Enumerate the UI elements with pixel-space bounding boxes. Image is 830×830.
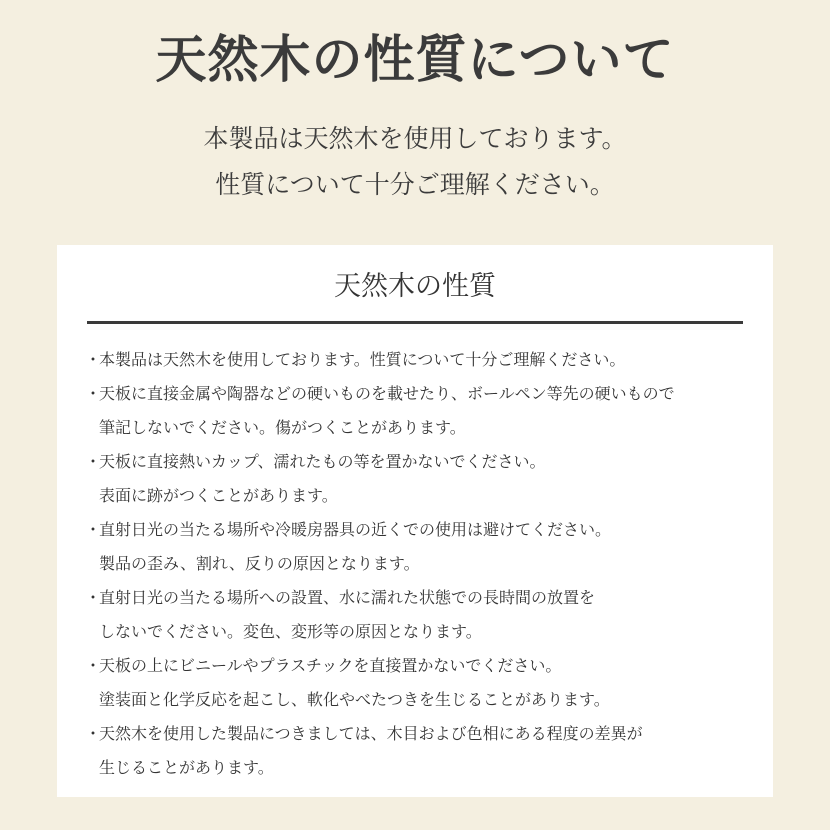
bullet-mark: ・	[85, 384, 102, 403]
bullet-mark: ・	[85, 452, 102, 471]
note-line: 製品の歪み、割れ、反りの原因となります。	[99, 554, 420, 573]
intro-line: 本製品は天然木を使用しております。	[203, 124, 627, 153]
note-item	[85, 445, 765, 513]
note-item	[85, 343, 765, 377]
note-item	[85, 649, 765, 717]
bullet-mark: ・	[85, 656, 102, 675]
note-line: 天板に直接熱いカップ、濡れたもの等を置かないでください。	[99, 452, 546, 471]
note-line: 生じることがあります。	[99, 758, 274, 777]
note-line: 天板の上にビニールやプラスチックを直接置かないでください。	[99, 656, 562, 675]
notes-list	[85, 343, 765, 785]
intro-text	[0, 116, 830, 208]
note-line: 本製品は天然木を使用しております。性質について十分ご理解ください。	[99, 350, 626, 369]
properties-card	[57, 245, 773, 797]
note-line: 塗装面と化学反応を起こし、軟化やべたつきを生じることがあります。	[99, 690, 610, 709]
bullet-mark: ・	[85, 520, 102, 539]
note-item	[85, 717, 765, 785]
note-line: 表面に跡がつくことがあります。	[99, 486, 338, 505]
bullet-mark: ・	[85, 724, 102, 743]
card-title: 天然木の性質	[334, 271, 496, 302]
intro-line: 性質について十分ご理解ください。	[215, 170, 615, 199]
title-divider	[87, 321, 743, 324]
note-line: 天然木を使用した製品につきましては、木目および色相にある程度の差異が	[99, 724, 643, 743]
note-line: 直射日光の当たる場所や冷暖房器具の近くでの使用は避けてください。	[99, 520, 612, 539]
note-line: 筆記しないでください。傷がつくことがあります。	[99, 418, 466, 437]
note-item	[85, 377, 765, 445]
page-title: 天然木の性質について	[155, 31, 675, 90]
note-line: 直射日光の当たる場所への設置、水に濡れた状態での長時間の放置を	[99, 588, 596, 607]
note-item	[85, 513, 765, 581]
note-item	[85, 581, 765, 649]
bullet-mark: ・	[85, 588, 102, 607]
note-line: しないでください。変色、変形等の原因となります。	[99, 622, 482, 641]
note-line: 天板に直接金属や陶器などの硬いものを載せたり、ボールペン等先の硬いもので	[99, 384, 675, 403]
bullet-mark: ・	[85, 350, 102, 369]
